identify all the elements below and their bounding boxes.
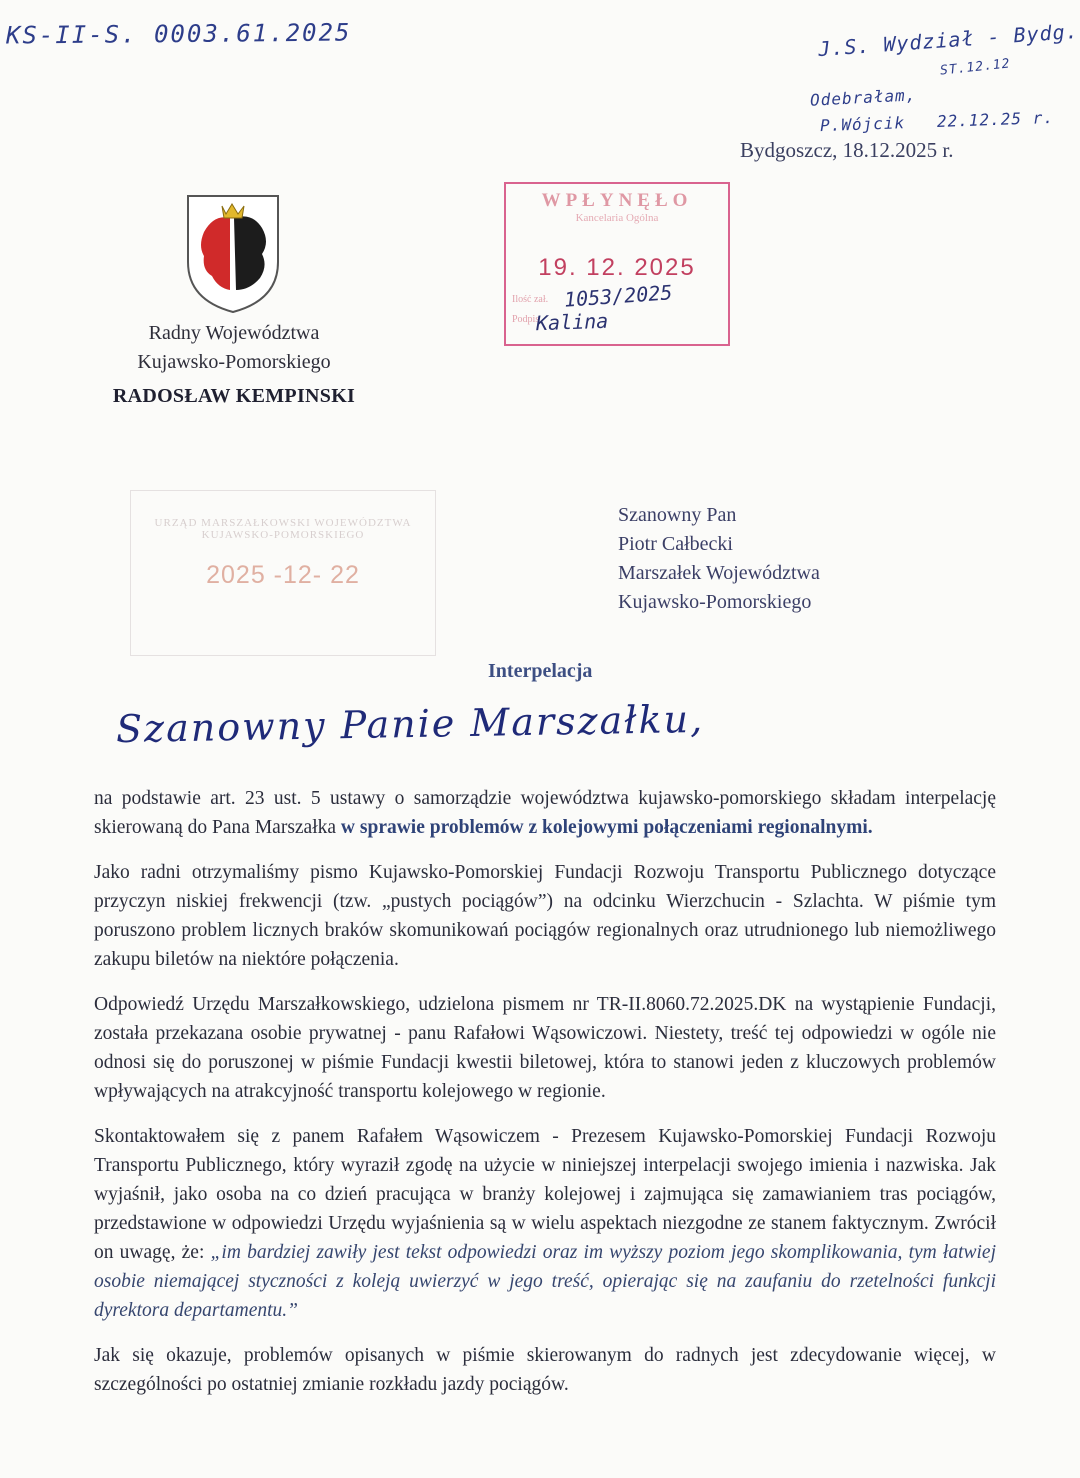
inbound-stamp-signature: Kalina bbox=[535, 308, 609, 336]
paragraph-1-text: na podstawie art. 23 ust. 5 ustawy o samorządzie województwa kujawsko-pomorskiego składam interpelację skierowaną do Pana Marszałka bbox=[94, 788, 996, 838]
faded-registry-stamp bbox=[130, 490, 436, 656]
inbound-stamp-title: WPŁYNĘŁO bbox=[541, 190, 693, 211]
sender-name: RADOSŁAW KEMPINSKI bbox=[112, 385, 356, 407]
inbound-stamp-signature-label: Podpis bbox=[512, 314, 540, 325]
inbound-stamp-attachments-label: Ilość zał. bbox=[512, 294, 549, 305]
paragraph-1-emphasis: w sprawie problemów z kolejowymi połączeniami regionalnymi. bbox=[340, 817, 873, 838]
paragraph-2: Jako radni otrzymaliśmy pismo Kujawsko-Pomorskiej Fundacji Rozwoju Transportu Publicznego dotyczące przyczyn niskiej frekwencji (tzw. „pustych pociągów”) na odcinku Wierzchucin - Szlachta. W piśmie tym poruszono problem licznych braków skomunikowań pociągów regionalnych oraz utrudnionego lub niemożliwego zakupu biletów na niektóre połączenia. bbox=[94, 862, 996, 970]
handwritten-routing-note: J.S. Wydział - Bydg. bbox=[817, 18, 1080, 62]
addressee-line-2: Piotr Całbecki bbox=[618, 533, 733, 555]
handwritten-salutation: Szanowny Panie Marszałku, bbox=[115, 696, 705, 752]
handwritten-received-date: 22.12.25 r. bbox=[936, 107, 1055, 131]
paragraph-3: Odpowiedź Urzędu Marszałkowskiego, udzielona pismem nr TR-II.8060.72.2025.DK na wystąpienie Fundacji, została przekazana osobie prywatnej - panu Rafałowi Wąsowiczowi. Niestety, treść tej odpowiedzi w ogóle nie odnosi się do poruszonej w piśmie Fundacji kwestii biletowej, która to stanowi jeden z kluczowych problemów wpływających na atrakcyjność transportu kolejowego w regionie. bbox=[94, 994, 996, 1102]
document-title: Interpelacja bbox=[488, 660, 593, 682]
paragraph-4-text: Skontaktowałem się z panem Rafałem Wąsowiczem - Prezesem Kujawsko-Pomorskiej Fundacji Rozwoju Transportu Publicznego, który wyraził zgodę na użycie w niniejszej interpelacji swojego imienia i nazwiska. Jak wyjaśnił, jako osoba na co dzień pracująca w branży kolejowej i zajmująca się zamawianiem tras pociągów, przedstawione w odpowiedzi Urzędu wyjaśnienia są w wielu aspektach niezgodne ze stanem faktycznym. Zwrócił on uwagę, że: bbox=[94, 1126, 996, 1263]
document-body bbox=[94, 784, 996, 1415]
sender-title-line-2: Kujawsko-Pomorskiego bbox=[137, 351, 331, 373]
inbound-stamp-number: 1053/2025 bbox=[563, 280, 674, 312]
inbound-stamp-subtitle: Kancelaria Ogólna bbox=[575, 212, 659, 224]
handwritten-received-note bbox=[820, 108, 1054, 135]
faded-stamp-header: URZĄD MARSZAŁKOWSKI WOJEWÓDZTWA KUJAWSKO-POMORSKIEGO bbox=[154, 517, 412, 541]
handwritten-mark: ST.12.12 bbox=[939, 56, 1012, 79]
paragraph-5: Jak się okazuje, problemów opisanych w piśmie skierowanym do radnych jest zdecydowanie więcej, w szczególności po ostatniej zmianie rozkładu jazdy pociągów. bbox=[94, 1345, 996, 1395]
inbound-stamp-date: 19. 12. 2025 bbox=[538, 254, 696, 281]
paragraph-1 bbox=[94, 784, 996, 842]
addressee-line-4: Kujawsko-Pomorskiego bbox=[618, 591, 812, 613]
addressee-line-3: Marszałek Województwa bbox=[618, 562, 820, 584]
handwritten-received-label: Odebrałam, bbox=[809, 85, 917, 110]
faded-stamp-date: 2025 -12- 22 bbox=[206, 561, 360, 589]
coat-of-arms-icon bbox=[184, 192, 282, 316]
sender-title-line-1: Radny Województwa bbox=[148, 322, 320, 344]
place-date: Bydgoszcz, 18.12.2025 r. bbox=[740, 138, 954, 162]
case-number: KS-II-S. 0003.61.2025 bbox=[5, 18, 352, 50]
inbound-stamp bbox=[504, 182, 730, 346]
addressee-line-1: Szanowny Pan bbox=[618, 504, 737, 526]
paragraph-4-quote: „im bardziej zawiły jest tekst odpowiedzi oraz im wyższy poziom jego skomplikowania, tym łatwiej osobie niemającej styczności z koleją uwierzyć w jego treść, opierając się na zaufaniu do rzetelności funkcji dyrektora departamentu.” bbox=[94, 1242, 997, 1321]
handwritten-received-sign: P.Wójcik bbox=[819, 113, 906, 136]
paragraph-4 bbox=[94, 1122, 996, 1325]
